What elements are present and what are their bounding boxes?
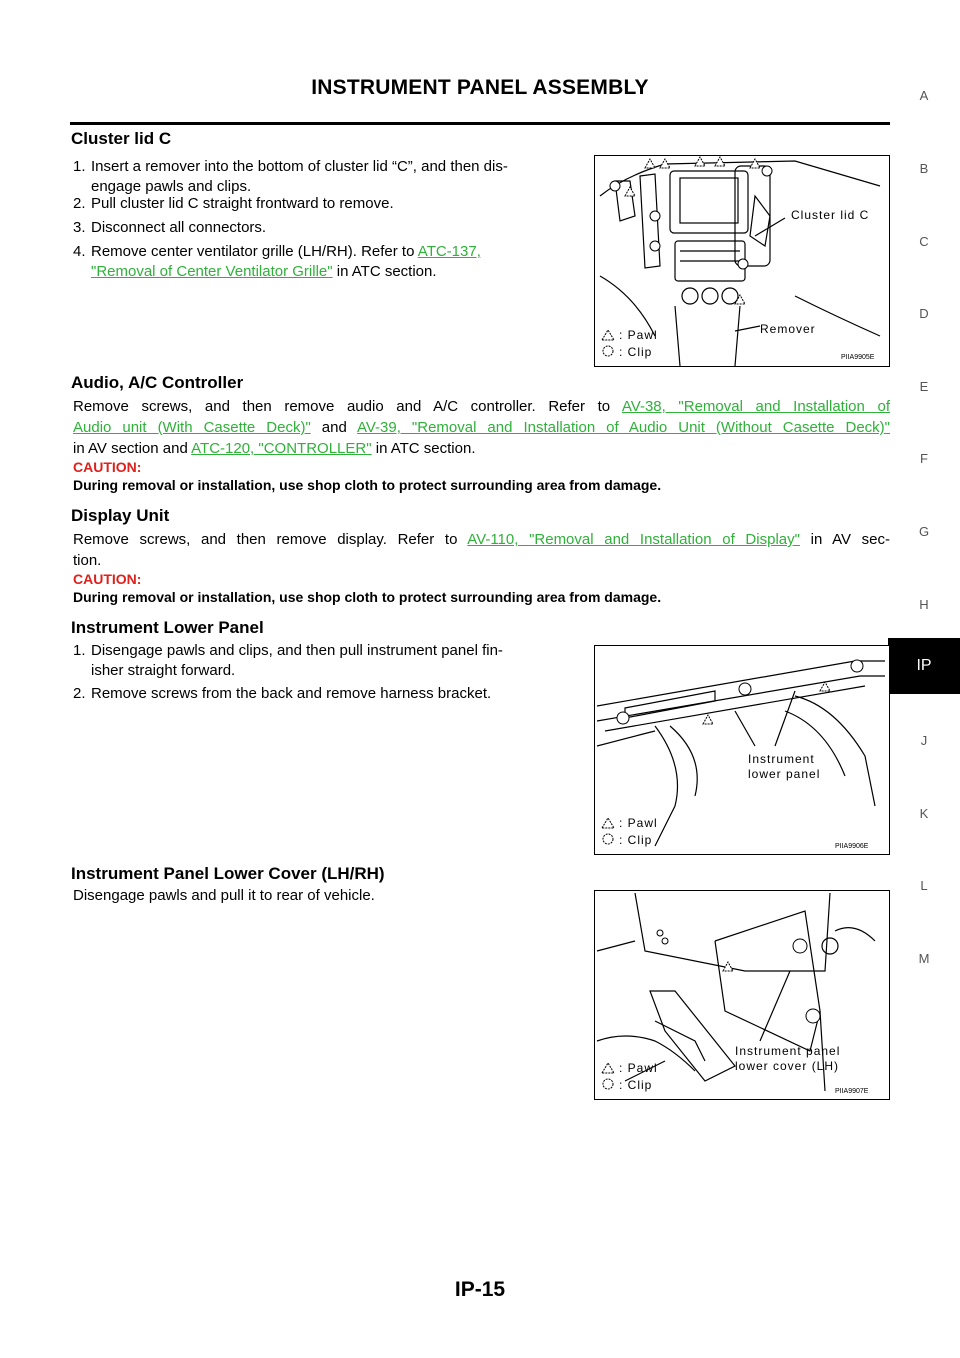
caution-audio: CAUTION: During removal or installation, use shop cloth to protect surrounding area from damage. [73, 459, 662, 493]
lower-step-2: 2. Remove screws from the back and remove harness bracket. [73, 685, 492, 702]
index-tab-b[interactable]: B [919, 161, 929, 176]
index-tab-f[interactable]: F [920, 451, 928, 466]
page-number: IP-15 [454, 1278, 506, 1301]
legend-symbols-3 [600, 1061, 616, 1091]
figure-code-2: PIIA9906E [835, 843, 869, 850]
link-av-38[interactable]: AV-38, "Removal and Installation of [621, 398, 890, 415]
index-tab-e[interactable]: E [919, 379, 929, 394]
link-atc-120[interactable]: ATC-120, "CONTROLLER" [191, 440, 372, 457]
display-text: Remove screws, and then remove display. Refer to AV-110, "Removal and Installation of Display" in AV sec- tion. [73, 531, 890, 569]
figure-lower-panel [594, 645, 890, 855]
title-rule [70, 122, 890, 125]
legend-pawl-2: : Pawl [619, 816, 658, 830]
link-av-39[interactable]: AV-39, "Removal and Installation of Audio Unit (Without Casette Deck)" [356, 419, 890, 436]
link-av-38-cont[interactable]: Audio unit (With Casette Deck)" [73, 419, 311, 436]
label-cluster-lid: Cluster lid C [791, 208, 870, 222]
index-tab-d[interactable]: D [919, 306, 929, 321]
heading-cluster-lid: Cluster lid C [71, 129, 172, 148]
index-tab-ip-active[interactable]: IP [888, 638, 960, 694]
legend-symbols-2 [600, 816, 616, 846]
legend-clip-3: : Clip [619, 1078, 653, 1092]
label-instrument: Instrument [748, 752, 815, 766]
step-4: 4. Remove center ventilator grille (LH/RH). Refer to ATC-137, "Removal of Center Ventilator Grille" in ATC section. [73, 243, 481, 280]
heading-audio: Audio, A/C Controller [71, 373, 244, 392]
index-tab-g[interactable]: G [918, 524, 930, 539]
figure-code-3: PIIA9907E [835, 1088, 869, 1095]
legend-symbols [600, 328, 616, 358]
step-3: 3. Disconnect all connectors. [73, 219, 267, 236]
heading-lower-panel: Instrument Lower Panel [71, 618, 264, 637]
figure-lower-cover [594, 890, 890, 1100]
label-remover: Remover [760, 322, 816, 336]
index-tab-k[interactable]: K [919, 806, 929, 821]
figure-code: PIIA9905E [841, 354, 875, 361]
step-2: 2. Pull cluster lid C straight frontward to remove. [73, 195, 394, 212]
index-tab-l[interactable]: L [920, 878, 928, 893]
legend-pawl: : Pawl [619, 328, 658, 342]
lower-step-1: 1. Disengage pawls and clips, and then pull instrument panel fin- isher straight forward. [73, 642, 503, 679]
lower-cover-text: Disengage pawls and pull it to rear of vehicle. [73, 887, 375, 904]
index-tab-c[interactable]: C [919, 234, 929, 249]
link-av-110[interactable]: AV-110, "Removal and Installation of Display" [467, 531, 800, 548]
step-1: 1. Insert a remover into the bottom of cluster lid “C”, and then dis- engage pawls and clips. [73, 158, 508, 195]
label-lower-cover: lower cover (LH) [735, 1059, 840, 1073]
legend-pawl-3: : Pawl [619, 1061, 658, 1075]
label-lower-panel: lower panel [748, 767, 821, 781]
legend-clip-2: : Clip [619, 833, 653, 847]
index-tab-m[interactable]: M [918, 951, 930, 966]
label-instrument-panel: Instrument panel [735, 1044, 841, 1058]
caution-display: CAUTION: During removal or installation, use shop cloth to protect surrounding area from damage. [73, 571, 662, 605]
heading-lower-cover: Instrument Panel Lower Cover (LH/RH) [71, 864, 385, 883]
link-removal-ventilator-grille[interactable]: "Removal of Center Ventilator Grille" [91, 263, 333, 280]
heading-display: Display Unit [71, 506, 170, 525]
link-atc-137[interactable]: ATC-137, [417, 243, 481, 260]
audio-text: Remove screws, and then remove audio and A/C controller. Refer to AV-38, "Removal and Installation of Audio unit (With Casette Deck)" and AV-39, "Removal and Installation of Audio Unit (Without Casette Deck)" in AV section and ATC-120, "CONTROLLER" in ATC section. [73, 398, 890, 457]
figure-cluster-lid [594, 155, 890, 367]
index-tab-a[interactable]: A [919, 88, 929, 103]
page-title: INSTRUMENT PANEL ASSEMBLY [311, 76, 649, 99]
index-tab-j[interactable]: J [920, 733, 928, 748]
index-tab-h[interactable]: H [919, 597, 929, 612]
legend-clip: : Clip [619, 345, 653, 359]
